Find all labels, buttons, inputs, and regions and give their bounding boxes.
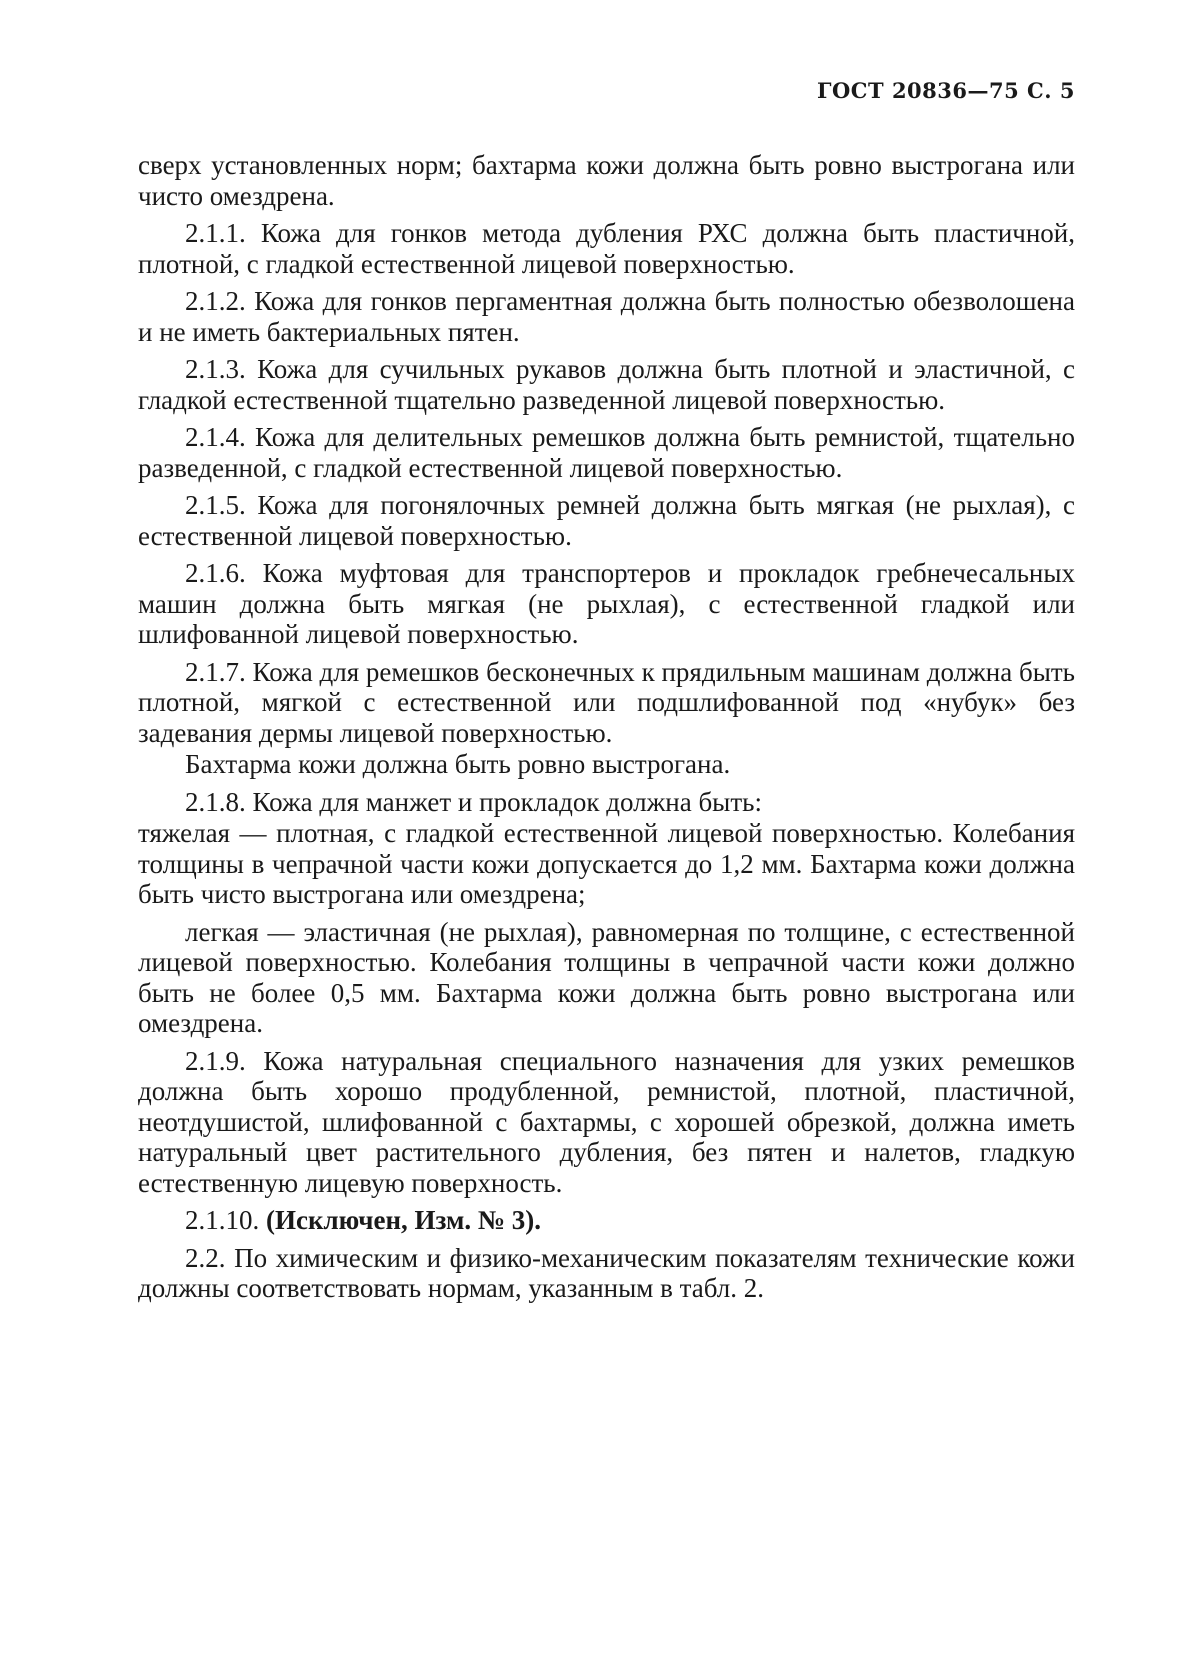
paragraph-2-1-7: 2.1.7. Кожа для ремешков бесконечных к прядильным машинам должна быть плотной, мягкой с естественной или подшлифованной под «нубук» без задевания дермы лицевой поверхностью. — [138, 656, 1075, 748]
paragraph-heavy: тяжелая — плотная, с гладкой естественной лицевой поверхностью. Колебания толщины в чепрачной части кожи допускается до 1,2 мм. Бахтарма кожи должна быть чисто выстрогана или омездрена; — [138, 818, 1075, 909]
paragraph-bakhtarma: Бахтарма кожи должна быть ровно выстрогана. — [185, 749, 731, 779]
paragraph-2-2: 2.2. По химическим и физико-механическим показателям технические кожи должны соответствовать нормам, указанным в табл. 2. — [138, 1242, 1075, 1303]
paragraph-2-1-5: 2.1.5. Кожа для погонялочных ремней должна быть мягкая (не рыхлая), с естественной лицевой поверхностью. — [138, 490, 1075, 551]
excluded-note: (Исключен, Изм. № 3). — [266, 1205, 542, 1235]
paragraph-continuation: сверх установленных норм; бахтарма кожи должна быть ровно выстрогана или чисто омездрена. — [138, 150, 1075, 211]
paragraph-2-1-6: 2.1.6. Кожа муфтовая для транспортеров и прокладок гребнечесальных машин должна быть мягкая (не рыхлая), с естественной гладкой или шлифованной лицевой поверхностью. — [138, 558, 1075, 649]
paragraph-2-1-4: 2.1.4. Кожа для делительных ремешков должна быть ремнистой, тщательно разведенной, с гладкой естественной лицевой поверхностью. — [138, 422, 1075, 483]
paragraph-2-1-8: 2.1.8. Кожа для манжет и прокладок должна быть: — [185, 786, 762, 817]
paragraph-2-1-9: 2.1.9. Кожа натуральная специального назначения для узких ремешков должна быть хорошо продубленной, ремнистой, плотной, пластичной, неотдушистой, шлифованной с бахтармы, с хорошей обрезкой, должна иметь натуральный цвет растительного дубления, без пятен и налетов, гладкую естественную лицевую поверхность. — [138, 1045, 1075, 1198]
paragraph-2-1-10 — [138, 1205, 1075, 1236]
document-body — [138, 150, 1075, 1311]
item-number: 2.1.10. — [185, 1205, 260, 1235]
paragraph-2-1-1: 2.1.1. Кожа для гонков метода дубления РХС должна быть пластичной, плотной, с гладкой естественной лицевой поверхностью. — [138, 218, 1075, 279]
paragraph-2-1-2: 2.1.2. Кожа для гонков пергаментная должна быть полностью обезволошена и не иметь бактериальных пятен. — [138, 286, 1075, 347]
paragraph-2-1-3: 2.1.3. Кожа для сучильных рукавов должна быть плотной и эластичной, с гладкой естественной тщательно разведенной лицевой поверхностью. — [138, 354, 1075, 415]
page-header: ГОСТ 20836—75 С. 5 — [817, 78, 1075, 103]
paragraph-light: легкая — эластичная (не рыхлая), равномерная по толщине, с естественной лицевой поверхностью. Колебания толщины в чепрачной части кожи должно быть не более 0,5 мм. Бахтарма кожи должна быть ровно выстрогана или омездрена. — [138, 916, 1075, 1038]
